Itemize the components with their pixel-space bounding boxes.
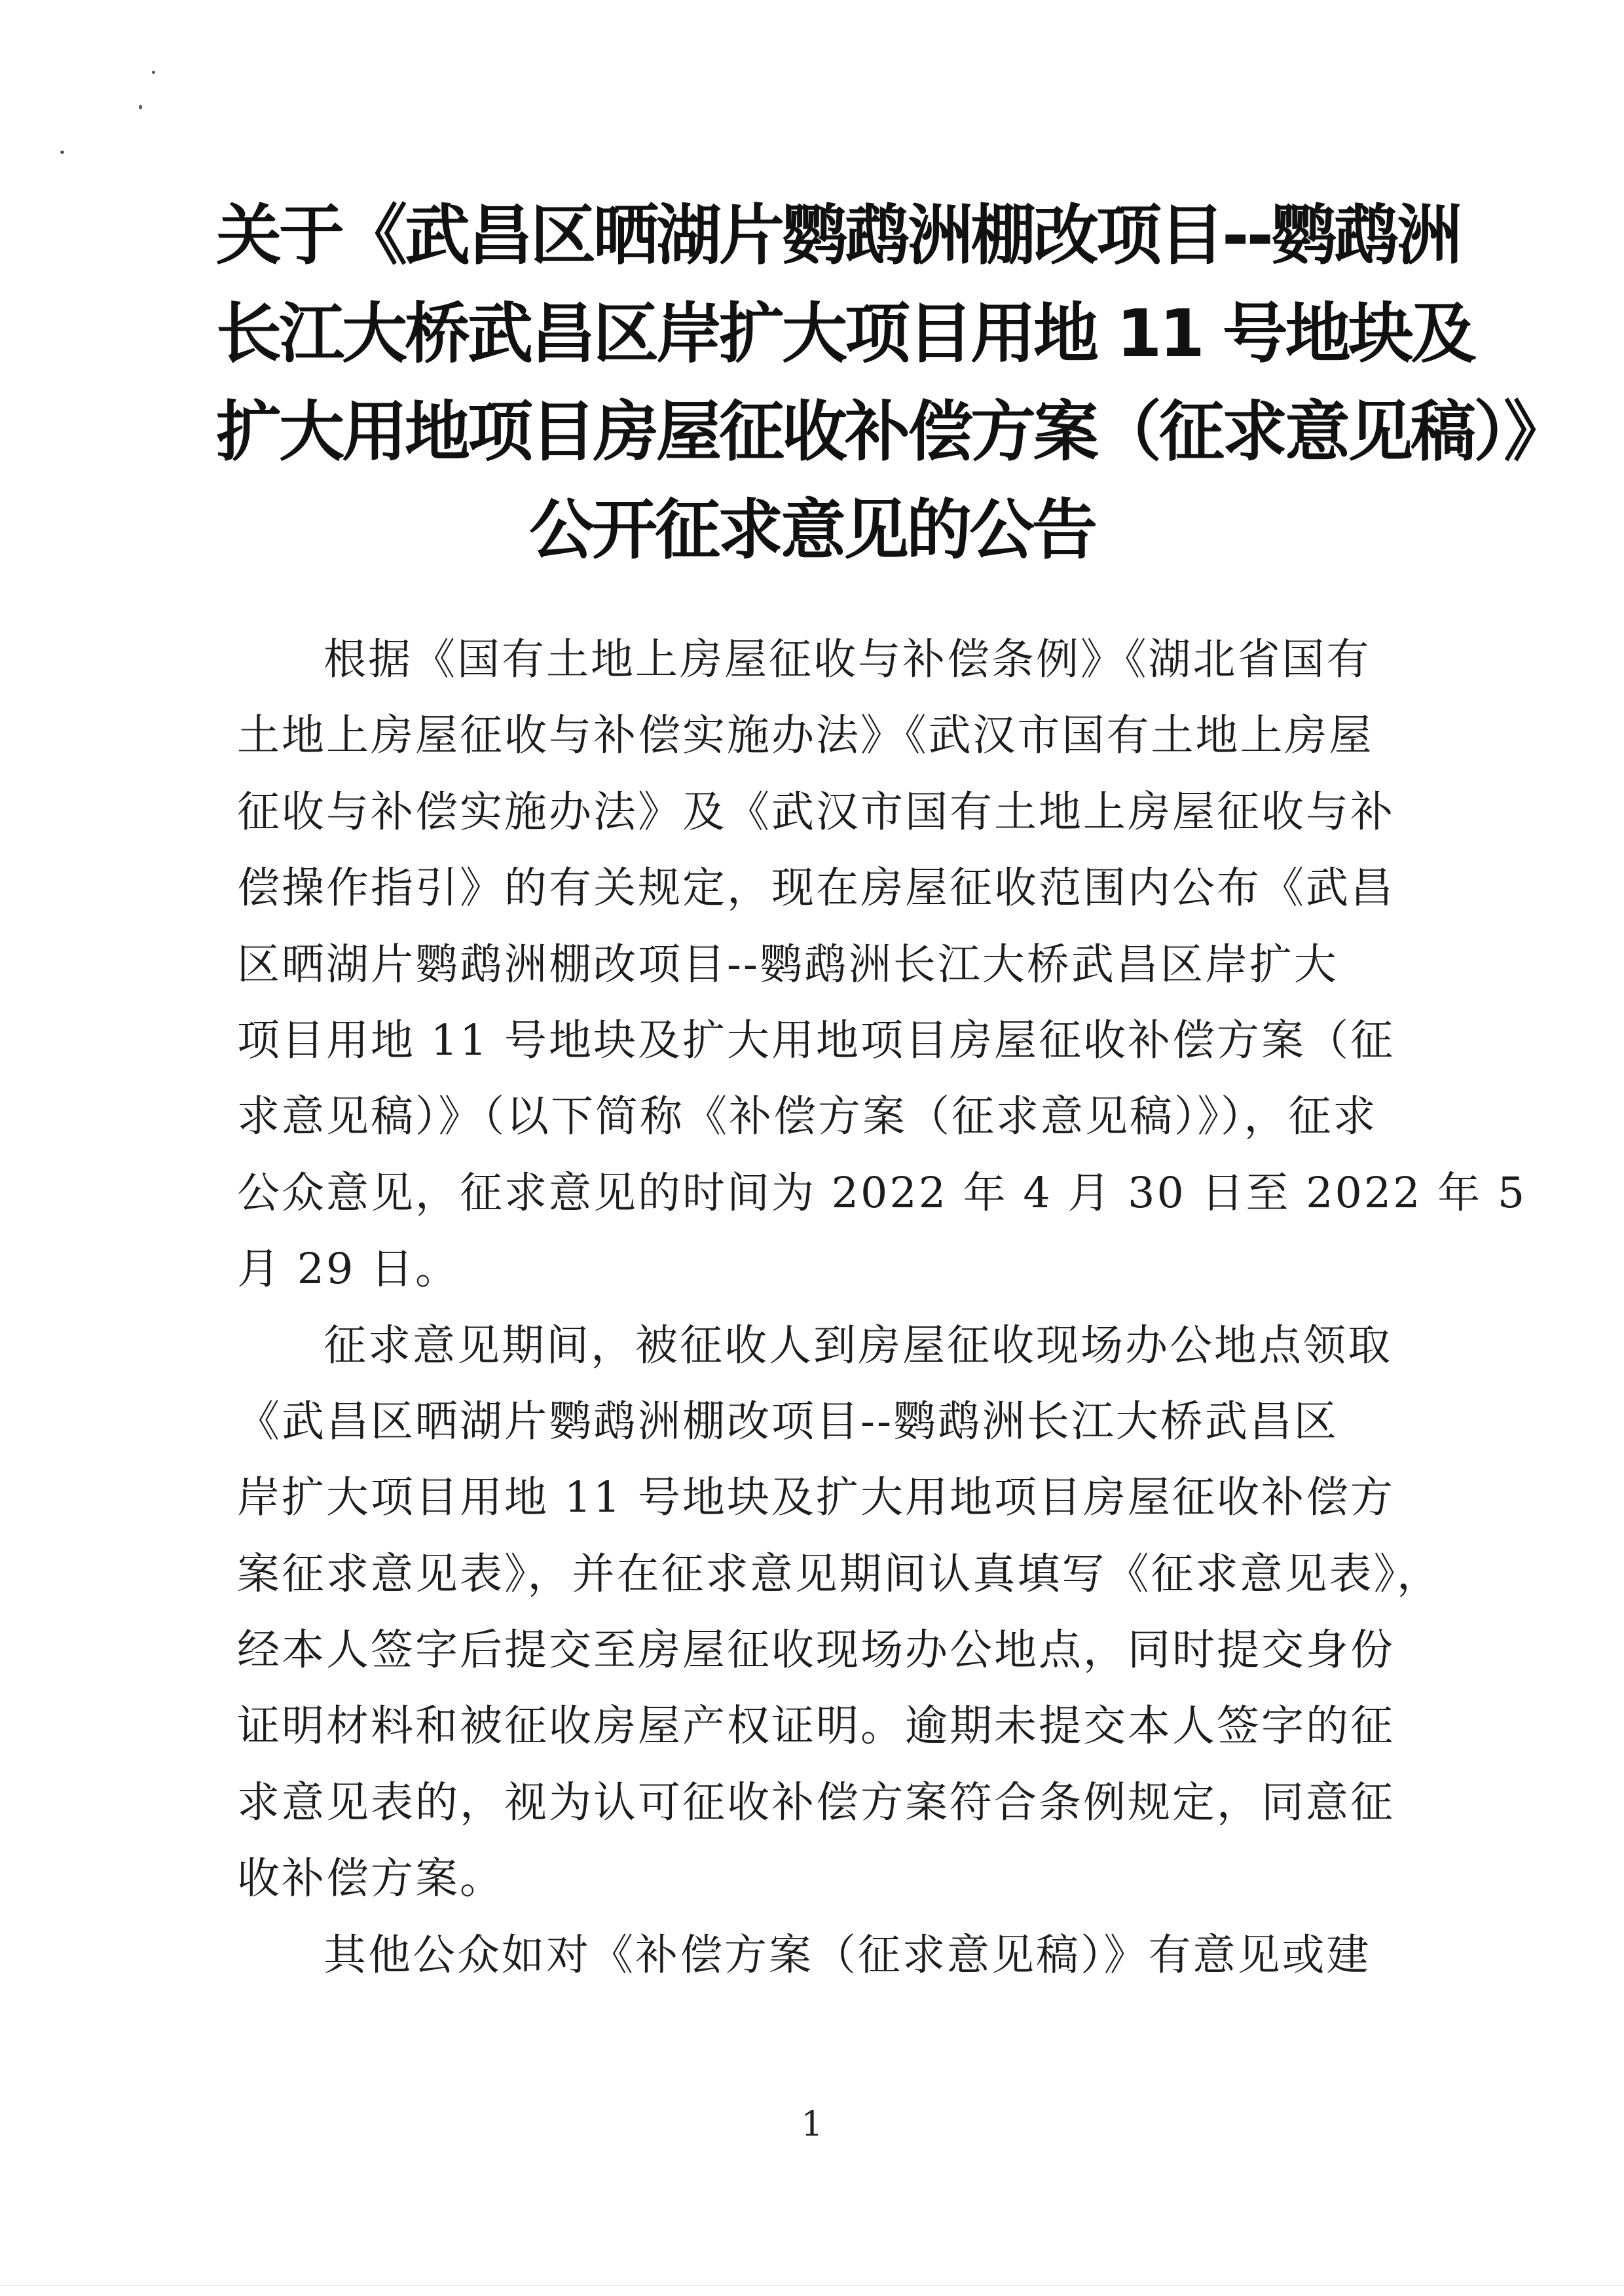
scan-edge-line [0, 2285, 1624, 2286]
body-line: 根据《国有土地上房屋征收与补偿条例》《湖北省国有 [323, 635, 1371, 684]
page-number: 1 [801, 2105, 823, 2144]
announcement-title [216, 187, 1566, 579]
scan-speck [139, 105, 142, 109]
title-line: 公开征求意见的公告 [529, 492, 1095, 568]
body-line: 偿操作指引》的有关规定，现在房屋征收范围内公布《武昌 [237, 864, 1395, 913]
title-line: 扩大用地项目房屋征收补偿方案（征求意见稿）》 [216, 393, 1566, 470]
body-line: 证明材料和被征收房屋产权证明。逾期未提交本人签字的征 [237, 1702, 1395, 1751]
scan-speck [60, 151, 64, 154]
title-line: 长江大桥武昌区岸扩大项目用地 11 号地块及 [216, 295, 1474, 372]
title-line: 关于《武昌区晒湖片鹦鹉洲棚改项目--鹦鹉洲 [216, 197, 1460, 274]
scan-speck [152, 71, 155, 74]
body-line: 收补偿方案。 [237, 1854, 505, 1904]
body-line: 征收与补偿实施办法》及《武汉市国有土地上房屋征收与补 [237, 787, 1395, 837]
body-line: 《武昌区晒湖片鹦鹉洲棚改项目--鹦鹉洲长江大桥武昌区 [237, 1396, 1338, 1446]
body-line: 项目用地 11 号地块及扩大用地项目房屋征收补偿方案（征 [237, 1015, 1395, 1065]
body-line: 土地上房屋征收与补偿实施办法》《武汉市国有土地上房屋 [237, 711, 1374, 761]
body-line: 区晒湖片鹦鹉洲棚改项目--鹦鹉洲长江大桥武昌区岸扩大 [237, 939, 1338, 989]
body-line: 月 29 日。 [237, 1245, 460, 1294]
body-line: 公众意见，征求意见的时间为 2022 年 4 月 30 日至 2022 年 5 [237, 1168, 1527, 1218]
announcement-body [237, 622, 1527, 1994]
body-line: 其他公众如对《补偿方案（征求意见稿）》有意见或建 [323, 1930, 1371, 1980]
body-line: 求意见稿）》（以下简称《补偿方案（征求意见稿）》），征求 [237, 1092, 1378, 1142]
body-line: 案征求意见表》，并在征求意见期间认真填写《征求意见表》， [237, 1549, 1442, 1599]
body-line: 求意见表的，视为认可征收补偿方案符合条例规定，同意征 [237, 1777, 1395, 1827]
body-line: 征求意见期间，被征收人到房屋征收现场办公地点领取 [323, 1321, 1393, 1370]
body-line: 经本人签字后提交至房屋征收现场办公地点，同时提交身份 [237, 1626, 1395, 1675]
body-line: 岸扩大项目用地 11 号地块及扩大用地项目房屋征收补偿方 [237, 1473, 1395, 1523]
